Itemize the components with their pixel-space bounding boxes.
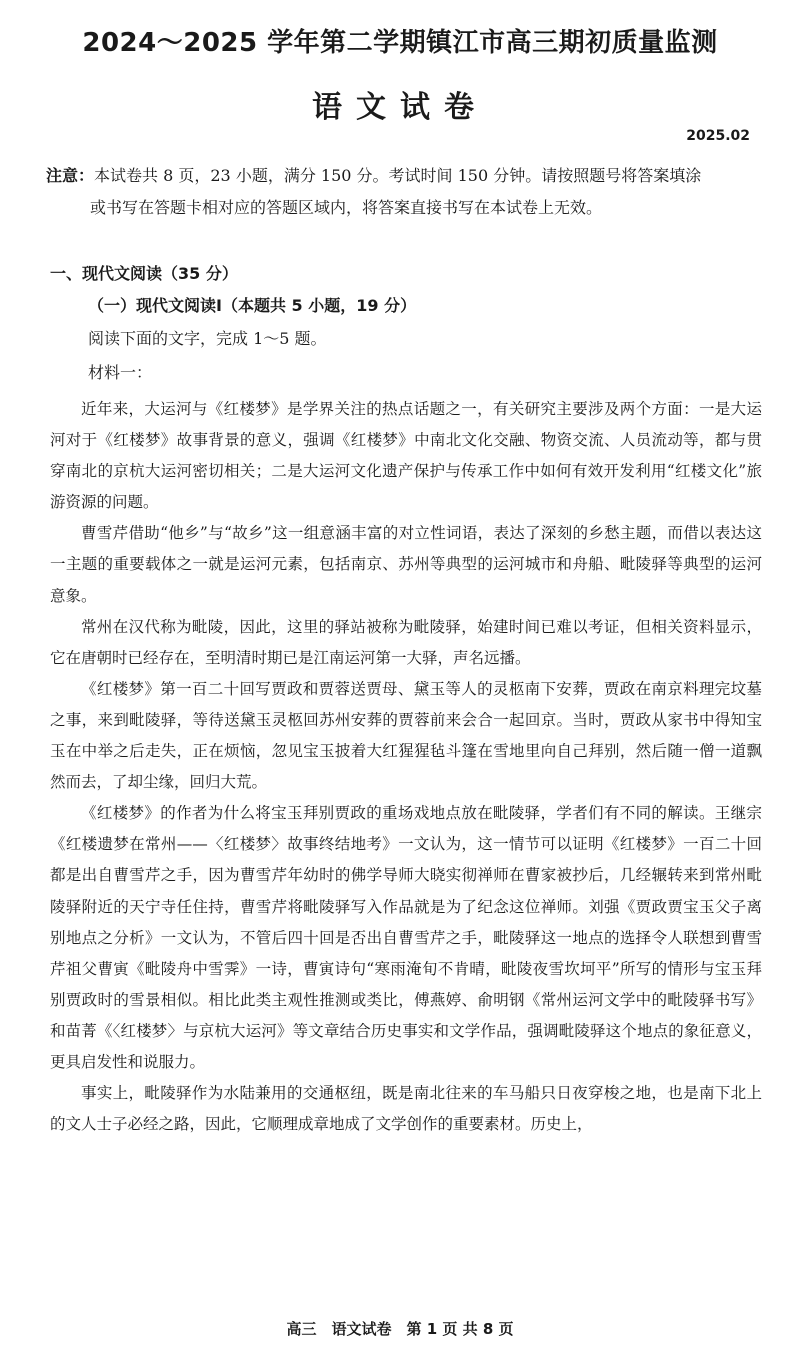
notice-line-1 bbox=[46, 160, 766, 192]
passage-paragraph: 曹雪芹借助“他乡”与“故乡”这一组意涵丰富的对立性词语，表达了深刻的乡愁主题，而借以表达这一主题的重要载体之一就是运河元素，包括南京、苏州等典型的运河城市和舟船、毗陵驿等典型的运河意象。 bbox=[50, 524, 762, 605]
notice-block bbox=[46, 160, 766, 224]
material-label: 材料一： bbox=[88, 363, 153, 382]
passage-paragraph: 《红楼梦》的作者为什么将宝玉拜别贾政的重场戏地点放在毗陵驿，学者们有不同的解读。王继宗《红楼遗梦在常州——〈红楼梦〉故事终结地考》一文认为，这一情节可以证明《红楼梦》一百二十回都是出自曹雪芹之手，因为曹雪芹年幼时的佛学导师大晓实彻禅师在曹家被抄后，几经辗转来到常州毗陵驿附近的天宁寺任住持，曹雪芹将毗陵驿写入作品就是为了纪念这位禅师。刘强《贾政贾宝玉父子离别地点之分析》一文认为，不管后四十回是否出自曹雪芹之手，毗陵驿这一地点的选择令人联想到曹雪芹祖父曹寅《毗陵舟中雪霁》一诗，曹寅诗句“寒雨淹旬不肯晴，毗陵夜雪坎坷平”所写的情形与宝玉拜别贾政时的雪景相似。相比此类主观性推测或类比，傅燕婷、俞明钢《常州运河文学中的毗陵驿书写》和苗菁《〈红楼梦〉与京杭大运河》等文章结合历史事实和文学作品，强调毗陵驿这个地点的象征意义，更具启发性和说服力。 bbox=[50, 804, 762, 1071]
section-heading: 一、现代文阅读（35 分） bbox=[50, 264, 238, 283]
passage-paragraph: 近年来，大运河与《红楼梦》是学界关注的热点话题之一，有关研究主要涉及两个方面：一是大运河对于《红楼梦》故事背景的意义，强调《红楼梦》中南北文化交融、物资交流、人员流动等，都与贯穿南北的京杭大运河密切相关；二是大运河文化遗产保护与传承工作中如何有效开发利用“红楼文化”旅游资源的问题。 bbox=[50, 400, 762, 512]
reading-instruction: 阅读下面的文字，完成 1～5 题。 bbox=[88, 329, 327, 348]
exam-subject-title: 语文试卷 bbox=[312, 90, 488, 125]
passage-body bbox=[50, 394, 762, 1140]
notice-line-2: 或书写在答题卡相对应的答题区域内，将答案直接书写在本试卷上无效。 bbox=[90, 198, 603, 217]
passage-paragraph: 常州在汉代称为毗陵，因此，这里的驿站被称为毗陵驿，始建时间已难以考证，但相关资料显示，它在唐朝时已经存在，至明清时期已是江南运河第一大驿，声名远播。 bbox=[50, 617, 762, 667]
exam-date: 2025.02 bbox=[686, 128, 750, 144]
exam-title: 2024～2025 学年第二学期镇江市高三期初质量监测 bbox=[82, 28, 718, 58]
page-footer: 高三 语文试卷 第 1 页 共 8 页 bbox=[286, 1320, 514, 1338]
passage-paragraph: 事实上，毗陵驿作为水陆兼用的交通枢纽，既是南北往来的车马船只日夜穿梭之地，也是南下北上的文人士子必经之路，因此，它顺理成章地成了文学创作的重要素材。历史上， bbox=[50, 1084, 762, 1134]
passage-paragraph: 《红楼梦》第一百二十回写贾政和贾蓉送贾母、黛玉等人的灵柩南下安葬，贾政在南京料理完坟墓之事，来到毗陵驿，等待送黛玉灵柩回苏州安葬的贾蓉前来会合一起回京。当时，贾政从家书中得知宝玉在中举之后走失，正在烦恼，忽见宝玉披着大红猩猩毡斗篷在雪地里向自己拜别，然后随一僧一道飘然而去，了却尘缘，回归大荒。 bbox=[50, 679, 762, 792]
subsection-heading: （一）现代文阅读Ⅰ（本题共 5 小题，19 分） bbox=[88, 296, 417, 315]
notice-label: 注意： bbox=[46, 166, 95, 185]
notice-text-1: 本试卷共 8 页，23 小题，满分 150 分。考试时间 150 分钟。请按照题号将答案填涂 bbox=[94, 166, 702, 185]
